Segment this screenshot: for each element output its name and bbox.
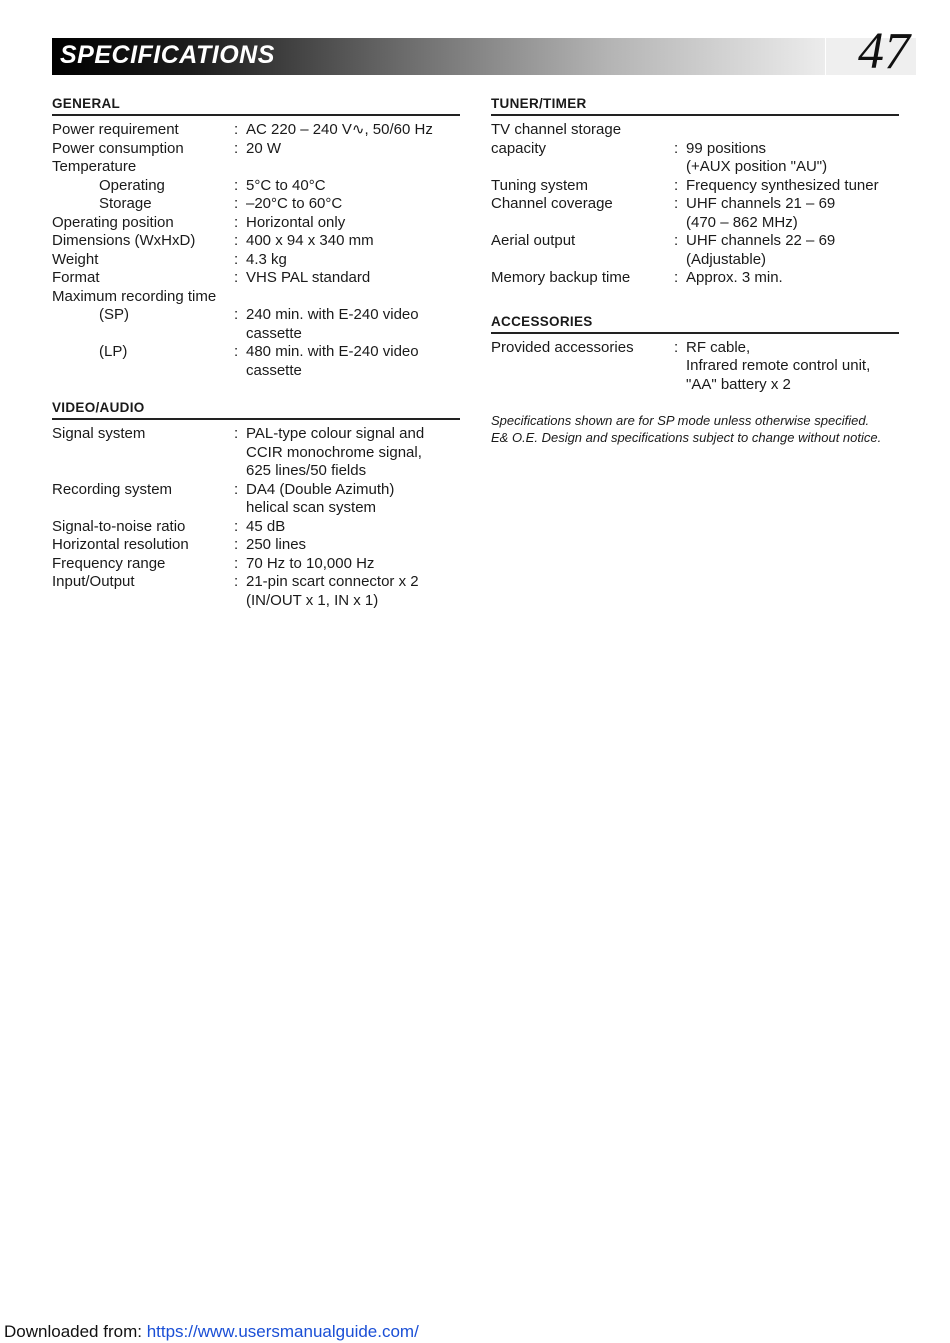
section-accessories (491, 314, 899, 395)
spec-label: (LP) (99, 343, 128, 360)
spec-label: Temperature (52, 158, 137, 175)
spec-label: Format (52, 269, 100, 286)
spec-value: PAL-type colour signal and CCIR monochrome signal, 625 lines/50 fields (246, 425, 425, 479)
spec-row (491, 177, 899, 196)
section-title: TUNER/TIMER (491, 96, 899, 116)
spec-row (52, 158, 460, 177)
spec-separator: : (234, 139, 239, 157)
footer-prefix: Downloaded from: (4, 1322, 147, 1341)
spec-separator: : (234, 306, 239, 323)
spec-value: DA4 (Double Azimuth) helical scan system (246, 480, 395, 516)
spec-value: VHS PAL standard (246, 269, 371, 286)
spec-value: Approx. 3 min. (686, 269, 783, 286)
right-column (491, 96, 899, 446)
spec-value: 400 x 94 x 340 mm (246, 232, 374, 249)
page-title: SPECIFICATIONS (60, 41, 275, 69)
spec-separator: : (234, 269, 239, 286)
spec-value: Horizontal only (246, 213, 346, 231)
spec-label: Power consumption (52, 139, 184, 157)
spec-label: Frequency range (52, 554, 166, 572)
spec-separator: : (674, 176, 679, 194)
spec-rows (52, 121, 460, 380)
spec-value: 4.3 kg (246, 250, 287, 268)
spec-row (491, 232, 899, 269)
spec-separator: : (234, 250, 239, 268)
download-footer (4, 1322, 419, 1342)
spec-separator: : (234, 213, 239, 231)
spec-value: 240 min. with E-240 video cassette (246, 306, 419, 342)
spec-separator: : (674, 232, 679, 249)
spec-separator: : (674, 269, 679, 286)
spec-value: 21-pin scart connector x 2 (IN/OUT x 1, IN x 1) (246, 573, 419, 609)
spec-label: (SP) (99, 306, 129, 323)
spec-row (52, 251, 460, 270)
spec-row (491, 140, 899, 177)
spec-value: 20 W (246, 139, 282, 157)
spec-note: Specifications shown are for SP mode unless otherwise specified. (491, 413, 870, 428)
disclaimer-note: E& O.E. Design and specifications subject to change without notice. (491, 430, 882, 445)
page-header-bar (52, 38, 825, 75)
spec-separator: : (234, 480, 239, 498)
spec-value: 250 lines (246, 536, 307, 553)
spec-separator: : (234, 517, 239, 535)
spec-label: Maximum recording time (52, 287, 217, 305)
spec-label: Power requirement (52, 121, 179, 138)
spec-row (52, 536, 460, 555)
spec-label: Signal system (52, 425, 146, 442)
spec-label: Tuning system (491, 176, 588, 194)
spec-value: 5°C to 40°C (246, 176, 326, 194)
spec-value: 480 min. with E-240 video cassette (246, 343, 419, 379)
spec-label: Storage (99, 195, 152, 212)
spec-value: –20°C to 60°C (246, 195, 343, 212)
spec-row (52, 425, 460, 481)
spec-row (52, 214, 460, 233)
spec-row (52, 121, 460, 140)
spec-label: Horizontal resolution (52, 536, 189, 553)
spec-value: Frequency synthesized tuner (686, 176, 879, 194)
spec-row (491, 339, 899, 395)
spec-label: capacity (491, 139, 547, 157)
spec-row (491, 269, 899, 288)
spec-row (52, 288, 460, 307)
spec-rows (52, 425, 460, 610)
spec-label: Input/Output (52, 573, 135, 590)
spec-label: Recording system (52, 480, 173, 498)
spec-row (491, 195, 899, 232)
spec-separator: : (234, 121, 239, 138)
spec-row (52, 555, 460, 574)
spec-separator: : (674, 139, 679, 157)
spec-value: RF cable, Infrared remote control unit, "AA" battery x 2 (686, 338, 871, 393)
spec-separator: : (234, 573, 239, 590)
section-title: VIDEO/AUDIO (52, 400, 460, 420)
page-number-box (826, 23, 916, 80)
spec-row (52, 195, 460, 214)
spec-row (491, 121, 899, 140)
spec-row (52, 481, 460, 518)
spec-value: 99 positions (+AUX position "AU") (686, 139, 828, 175)
spec-label: TV channel storage (491, 121, 622, 138)
spec-label: Operating position (52, 213, 174, 231)
spec-value: UHF channels 21 – 69 (470 – 862 MHz) (686, 195, 836, 231)
spec-label: Aerial output (491, 232, 576, 249)
spec-separator: : (234, 176, 239, 194)
spec-row (52, 177, 460, 196)
spec-separator: : (234, 554, 239, 572)
spec-separator: : (674, 338, 679, 356)
spec-value: AC 220 – 240 V∿, 50/60 Hz (246, 121, 433, 138)
spec-separator: : (234, 536, 239, 553)
spec-label: Dimensions (WxHxD) (52, 232, 196, 249)
spec-label: Signal-to-noise ratio (52, 517, 186, 535)
spec-value: UHF channels 22 – 69 (Adjustable) (686, 232, 836, 268)
spec-separator: : (234, 343, 239, 360)
footer-link[interactable]: https://www.usersmanualguide.com/ (146, 1322, 419, 1341)
spec-row (52, 306, 460, 343)
spec-row (52, 140, 460, 159)
spec-separator: : (234, 195, 239, 212)
spec-separator: : (234, 232, 239, 249)
section-tuner-timer (491, 96, 899, 288)
spec-row (52, 518, 460, 537)
section-title: ACCESSORIES (491, 314, 899, 334)
spec-label: Provided accessories (491, 338, 634, 356)
left-column (52, 96, 460, 620)
section-title: GENERAL (52, 96, 460, 116)
spec-value: 70 Hz to 10,000 Hz (246, 554, 375, 572)
spec-separator: : (674, 195, 679, 212)
spec-row (52, 232, 460, 251)
spec-row (52, 343, 460, 380)
spec-rows (491, 339, 899, 395)
section-video-audio (52, 400, 460, 610)
spec-label: Memory backup time (491, 269, 631, 286)
spec-separator: : (234, 425, 239, 442)
section-general (52, 96, 460, 380)
spec-label: Operating (99, 176, 165, 194)
spec-row (52, 269, 460, 288)
page-number: 47 (858, 23, 910, 80)
spec-rows (491, 121, 899, 288)
spec-value: 45 dB (246, 517, 286, 535)
spec-row (52, 573, 460, 610)
spec-label: Channel coverage (491, 195, 613, 212)
spec-label: Weight (52, 250, 99, 268)
